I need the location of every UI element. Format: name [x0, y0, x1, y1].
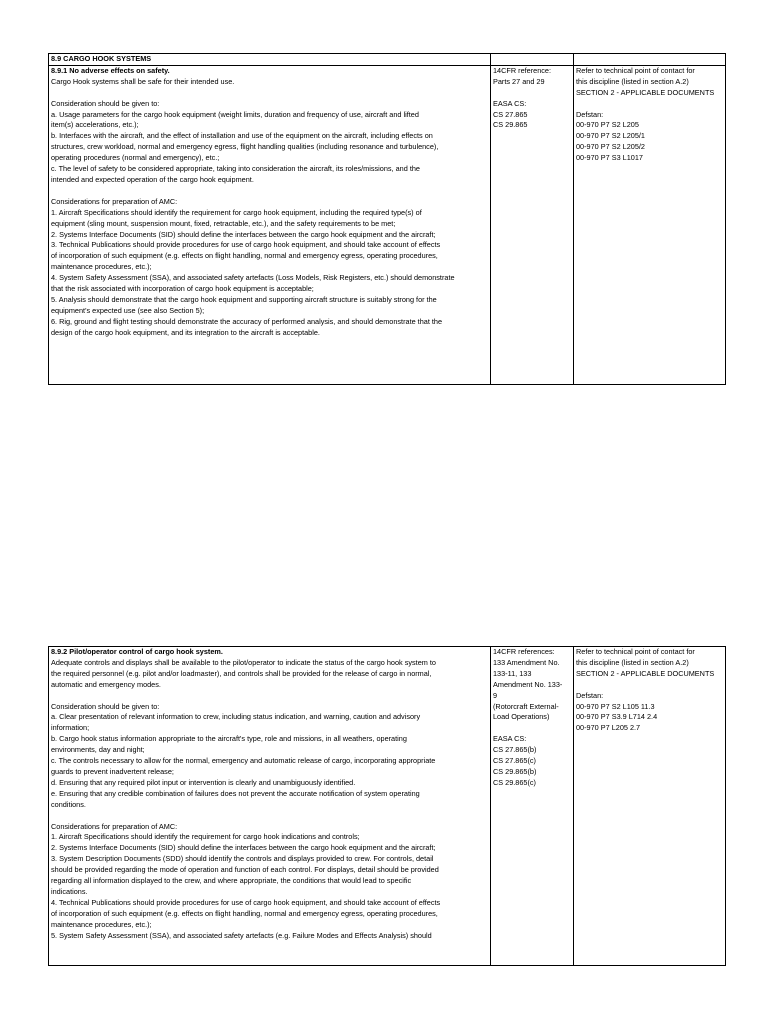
requirement-text-cell — [49, 65, 491, 384]
text-line: c. The controls necessary to allow for the normal, emergency and automatic release of cargo, incorporating appropriate — [51, 756, 436, 766]
header-blank-cell — [574, 54, 726, 66]
text-line: 133-11, 133 — [493, 668, 532, 678]
requirements-table-8-9-2 — [48, 646, 726, 966]
text-line: 133 Amendment No. — [493, 657, 560, 667]
text-line: the required personnel (e.g. pilot and/or loadmaster), and controls shall be provided for the release of cargo in normal, — [51, 668, 432, 678]
text-line: EASA CS: — [493, 98, 527, 108]
text-line: Defstan: — [576, 690, 604, 700]
text-line: 3. Technical Publications should provide procedures for use of cargo hook equipment, and should take account of effects — [51, 240, 441, 250]
text-line: 14CFR reference: — [493, 65, 551, 75]
text-line: of incorporation of such equipment (e.g. effects on flight handling, normal and emergency egress, operating procedures, — [51, 251, 438, 261]
text-line: Parts 27 and 29 — [493, 76, 545, 86]
text-line: SECTION 2 - APPLICABLE DOCUMENTS — [576, 668, 715, 678]
text-line: Adequate controls and displays shall be available to the pilot/operator to indicate the status of the cargo hook system to — [51, 657, 436, 667]
text-line: 1. Aircraft Specifications should identify the requirement for cargo hook equipment, including the required type(s) of — [51, 207, 422, 217]
text-line: SECTION 2 - APPLICABLE DOCUMENTS — [576, 87, 715, 97]
text-line: this discipline (listed in section A.2) — [576, 657, 689, 667]
text-line: information; — [51, 723, 90, 733]
text-line: EASA CS: — [493, 734, 527, 744]
text-line: Refer to technical point of contact for — [576, 647, 695, 656]
reference-cell — [491, 65, 574, 384]
text-line: e. Ensuring that any credible combination of failures does not prevent the accurate notification of system operating — [51, 788, 420, 798]
text-line: CS 27.865(b) — [493, 745, 537, 755]
text-line — [493, 88, 571, 99]
text-line: 00-970 P7 L205 2.7 — [576, 723, 641, 733]
text-line: structures, crew workload, normal and emergency egress, flight handling qualities (including resonance and turbulence), — [51, 142, 439, 152]
text-line: Considerations for preparation of AMC: — [51, 821, 178, 831]
text-line: Consideration should be given to: — [51, 701, 160, 711]
text-line — [576, 680, 723, 691]
notes-list — [576, 647, 723, 734]
text-line: CS 27.865 — [493, 109, 528, 119]
header-blank-cell — [491, 54, 574, 66]
text-line: b. Interfaces with the aircraft, and the effect of installation and use of the equipment on the aircraft, including effects on — [51, 131, 433, 141]
text-line: item(s) accelerations, etc.); — [51, 120, 139, 130]
text-line: 5. System Safety Assessment (SSA), and associated safety artefacts (e.g. Failure Modes and Effects Analysis) should — [51, 930, 432, 940]
text-line: design of the cargo hook equipment, and its integration to the aircraft is acceptable. — [51, 327, 320, 337]
text-line: 2. Systems Interface Documents (SID) should define the interfaces between the cargo hook equipment and the aircraft; — [51, 843, 436, 853]
text-line: automatic and emergency modes. — [51, 679, 161, 689]
text-line: Refer to technical point of contact for — [576, 65, 695, 75]
requirement-body — [51, 77, 488, 339]
reference-list — [493, 66, 571, 131]
requirement-title: 8.9.1 No adverse effects on safety. — [51, 65, 170, 75]
text-line: conditions. — [51, 799, 86, 809]
text-line: 2. Systems Interface Documents (SID) should define the interfaces between the cargo hook equipment and the aircraft; — [51, 229, 436, 239]
text-line: 00-970 P7 S2 L205/1 — [576, 131, 645, 141]
text-line: 3. System Description Documents (SDD) should identify the controls and displays provided to crew. For controls, detail — [51, 854, 434, 864]
text-line: Cargo Hook systems shall be safe for their intended use. — [51, 76, 235, 86]
text-line: Amendment No. 133- — [493, 679, 563, 689]
notes-cell — [574, 65, 726, 384]
text-line: equipment (sling mount, suspension mount, fixed, retractable, etc.), and the safety requirements to be met; — [51, 218, 396, 228]
requirements-table-8-9-1 — [48, 53, 726, 385]
reference-list — [493, 647, 571, 789]
text-line — [51, 88, 488, 99]
text-line: 5. Analysis should demonstrate that the cargo hook equipment and supporting aircraft structure is suitably strong for the — [51, 294, 437, 304]
text-line — [576, 99, 723, 110]
text-line: 6. Rig, ground and flight testing should demonstrate the accuracy of performed analysis, and should demonstrate that the — [51, 316, 443, 326]
text-line: Defstan: — [576, 109, 604, 119]
text-line: 1. Aircraft Specifications should identify the requirement for cargo hook indications and controls; — [51, 832, 360, 842]
text-line: a. Clear presentation of relevant information to crew, including status indication, and warning, caution and advisory — [51, 712, 421, 722]
text-line — [51, 811, 488, 822]
text-line: CS 27.865(c) — [493, 756, 536, 766]
text-line: Considerations for preparation of AMC: — [51, 196, 178, 206]
text-line: equipment's expected use (see also Section 5); — [51, 305, 205, 315]
text-line: environments, day and night; — [51, 745, 145, 755]
text-line: 4. Technical Publications should provide procedures for use of cargo hook equipment, and should take account of effects — [51, 897, 441, 907]
text-line: 14CFR references: — [493, 647, 555, 656]
text-line: (Rotorcraft External- — [493, 701, 559, 711]
text-line: intended and expected operation of the cargo hook equipment. — [51, 174, 254, 184]
section-header: 8.9 CARGO HOOK SYSTEMS — [49, 54, 491, 66]
text-line: indications. — [51, 886, 88, 896]
text-line: 00-970 P7 S3.9 L714 2.4 — [576, 712, 658, 722]
text-line — [493, 723, 571, 734]
text-line: CS 29.865(c) — [493, 777, 536, 787]
text-line: this discipline (listed in section A.2) — [576, 76, 689, 86]
text-line: a. Usage parameters for the cargo hook equipment (weight limits, duration and frequency of use, aircraft and lifted — [51, 109, 419, 119]
text-line: 00-970 P7 S2 L105 11.3 — [576, 701, 655, 711]
text-line: 00-970 P7 S3 L1017 — [576, 153, 643, 163]
text-line: CS 29.865(b) — [493, 766, 537, 776]
text-line: Load Operations) — [493, 712, 550, 722]
text-line: b. Cargo hook status information appropriate to the aircraft's type, role and missions, in all weathers, operating — [51, 734, 407, 744]
text-line: 4. System Safety Assessment (SSA), and associated safety artefacts (Loss Models, Risk Registers, etc.) should demonstrate — [51, 273, 455, 283]
text-line: 00-970 P7 S2 L205 — [576, 120, 639, 130]
reference-cell — [491, 647, 574, 966]
text-line: maintenance procedures, etc.); — [51, 262, 152, 272]
notes-list — [576, 66, 723, 164]
text-line: maintenance procedures, etc.); — [51, 919, 152, 929]
text-line: Consideration should be given to: — [51, 98, 160, 108]
text-line: that the risk associated with incorporation of cargo hook equipment is acceptable; — [51, 284, 314, 294]
text-line: guards to prevent inadvertent release; — [51, 766, 174, 776]
text-line: should be provided regarding the mode of operation and function of each control. For displays, detail should be provided — [51, 865, 439, 875]
text-line — [51, 691, 488, 702]
text-line: operating procedures (normal and emergency), etc.; — [51, 153, 220, 163]
text-line: 9 — [493, 690, 498, 700]
text-line: c. The level of safety to be considered appropriate, taking into consideration the aircraft, its roles/missions, and the — [51, 164, 420, 174]
text-line: CS 29.865 — [493, 120, 528, 130]
requirement-title: 8.9.2 Pilot/operator control of cargo hook system. — [51, 647, 223, 656]
requirement-body — [51, 658, 488, 942]
text-line: 00-970 P7 S2 L205/2 — [576, 142, 645, 152]
text-line: d. Ensuring that any required pilot input or intervention is clearly and unambiguously identified. — [51, 777, 356, 787]
text-line: regarding all information displayed to the crew, and where appropriate, the conditions that would lead to specific — [51, 876, 412, 886]
notes-cell — [574, 647, 726, 966]
text-line: of incorporation of such equipment (e.g. effects on flight handling, normal and emergency egress, operating procedures, — [51, 908, 438, 918]
text-line — [51, 186, 488, 197]
requirement-text-cell — [49, 647, 491, 966]
